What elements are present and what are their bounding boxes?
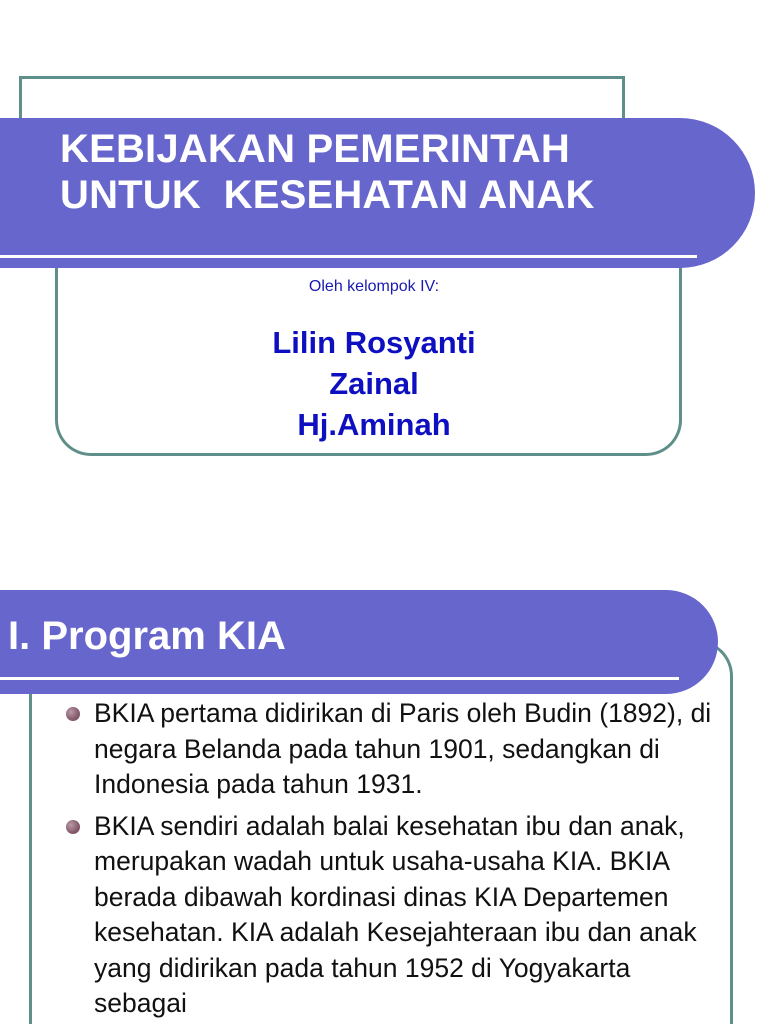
heading-underline (0, 677, 679, 680)
bullet-list (64, 696, 724, 1024)
bullet-text: BKIA pertama didirikan di Paris oleh Budin (1892), di negara Belanda pada tahun 1901, sedangkan di Indonesia pada tahun 1931. (94, 698, 712, 799)
author-name: Hj.Aminah (297, 407, 451, 442)
title-underline (0, 255, 697, 258)
author-list (0, 322, 748, 445)
title-slide (0, 0, 768, 500)
author-name: Zainal (329, 366, 419, 401)
author-name: Lilin Rosyanti (272, 325, 476, 360)
bullet-item (64, 809, 724, 1022)
program-kia-slide (0, 560, 768, 1024)
group-intro: Oleh kelompok IV: (308, 278, 440, 295)
slide-title (60, 126, 720, 218)
bullet-dot-icon (66, 707, 80, 721)
slide-title-line-2: UNTUK KESEHATAN ANAK (60, 173, 595, 217)
slide-heading: I. Program KIA (8, 614, 286, 658)
bullet-text: BKIA sendiri adalah balai kesehatan ibu dan anak, merupakan wadah untuk usaha-usaha KIA. BKIA berada dibawah kordinasi dinas KIA Departemen kesehatan. KIA adalah Kesejahteraan ibu dan anak yang didirikan pada tahun 1952 di Yogyakarta sebagai (94, 810, 697, 1018)
bullet-item (64, 696, 724, 803)
bullet-dot-icon (66, 820, 80, 834)
slide-title-line-1: KEBIJAKAN PEMERINTAH (60, 127, 570, 171)
